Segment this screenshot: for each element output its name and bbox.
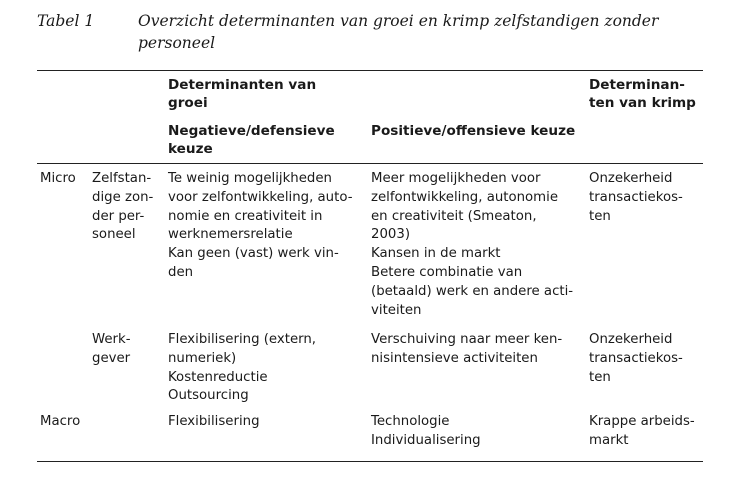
bottom-rule [37, 461, 703, 462]
row-werkgever-krimp: Onzekerheid transactiekos- ten [589, 332, 683, 385]
row-micro-actor: Zelfstan- dige zon- der per- soneel [92, 171, 154, 243]
row-micro-positief: Meer mogelijkheden voor zelfontwikkeling, autonomie en creativiteit (Smeaton, 2003) Kansen in de markt Betere combinatie van (betaald) werk en andere acti- viteiten [371, 171, 574, 318]
row-macro-krimp: Krappe arbeids- markt [589, 414, 695, 448]
header-positief: Positieve/offensieve keuze [371, 123, 576, 139]
row-werkgever-actor: Werk- gever [92, 332, 131, 366]
table-title: Overzicht determinanten van groei en krimp zelfstandigen zonder personeel [138, 12, 659, 52]
header-rule [37, 163, 703, 164]
row-micro-krimp: Onzekerheid transactiekos- ten [589, 171, 683, 224]
top-rule [37, 70, 703, 71]
header-krimp: Determinan- ten van krimp [589, 77, 696, 111]
row-macro-positief: Technologie Individualisering [371, 414, 481, 448]
header-groei: Determinanten van groei [168, 77, 317, 111]
row-werkgever-negatief: Flexibilisering (extern, numeriek) Kostenreductie Outsourcing [168, 332, 317, 404]
row-micro-negatief: Te weinig mogelijkheden voor zelfontwikkeling, auto- nomie en creativiteit in werknemersrelatie Kan geen (vast) werk vin- den [168, 171, 353, 280]
row-werkgever-positief: Verschuiving naar meer ken- nisintensieve activiteiten [371, 332, 563, 366]
table-label: Tabel 1 [37, 12, 95, 30]
row-micro-level: Micro [40, 171, 76, 186]
row-macro-level: Macro [40, 414, 81, 429]
header-negatief: Negatieve/defensieve keuze [168, 123, 335, 157]
row-macro-negatief: Flexibilisering [168, 414, 260, 429]
